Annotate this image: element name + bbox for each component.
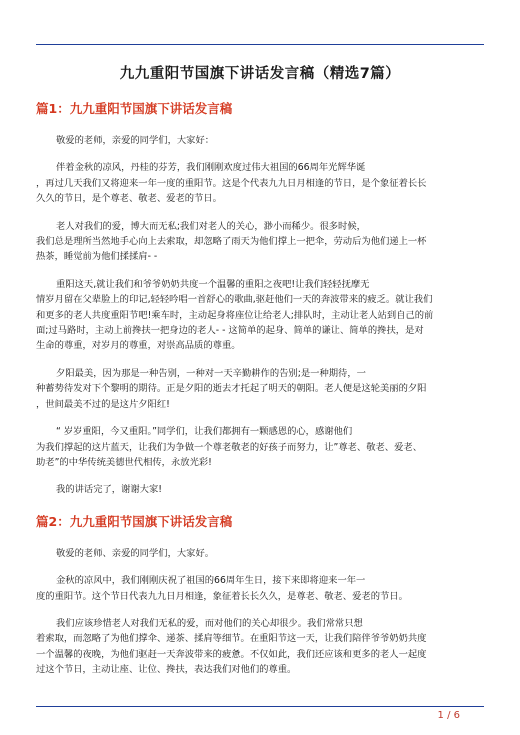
- paragraph: [36, 573, 484, 604]
- document-body: [36, 62, 484, 690]
- paragraph-line: ，再过几天我们又将迎来一年一度的重阳节。这是个代表九九日月相逢的节日，是个象征着长长: [36, 177, 427, 189]
- paragraph-line: 敬爱的老师、亲爱的同学们，大家好。: [56, 547, 215, 559]
- paragraph-line: 过这个节日，主动让座、让位、搀扶，表达我们对他们的尊重。: [36, 664, 297, 676]
- paragraph-line: 助老”的中华传统美德世代相传，永放光彩!: [36, 456, 212, 468]
- paragraph-line: 我的讲话完了，谢谢大家!: [56, 484, 162, 496]
- section-heading: 篇2：九九重阳节国旗下讲话发言稿: [36, 513, 233, 529]
- paragraph-line: 夕阳最美，因为那是一种告别，一种对一天辛勤耕作的告别;是一种期待，一: [56, 367, 366, 379]
- paragraph: [36, 482, 484, 497]
- paragraph: [36, 160, 484, 206]
- paragraph-line: 我们总是理所当然地手心向上去索取，却忽略了雨天为他们撑上一把伞，劳动后为他们递上一杯: [36, 236, 427, 248]
- paragraph: [36, 424, 484, 470]
- page-number: 1 / 6: [437, 710, 460, 721]
- paragraph-line: 久久的节日，是个尊老、敬老、爱老的节日。: [36, 193, 222, 205]
- paragraph-line: 着索取，而忽略了为他们撑伞、递茶、揉肩等细节。在重阳节这一天，让我们陪伴爷爷奶奶共度: [36, 633, 427, 645]
- paragraph-line: 我们应该珍惜老人对我们无私的爱，而对他们的关心却很少。我们常常只想: [56, 617, 363, 629]
- paragraph-line: 重阳这天,就让我们和爷爷奶奶共度一个温馨的重阳之夜吧!让我们轻轻抚摩无: [56, 278, 370, 290]
- paragraph-line: 敬爱的老师，亲爱的同学们，大家好：: [56, 135, 215, 146]
- paragraph: [36, 366, 484, 412]
- paragraph: [36, 546, 484, 561]
- section-heading: 篇1：九九重阳节国旗下讲话发言稿: [36, 101, 233, 116]
- paragraph: [36, 219, 484, 265]
- paragraph-line: ，世间最美不过的是这片夕阳红!: [36, 398, 170, 410]
- paragraph-line: 面;过马路时，主动上前搀扶一把身边的老人- - 这简单的起身、简单的谦让、简单的搀扶，是对: [36, 325, 424, 337]
- sections-container: [36, 99, 484, 678]
- paragraph-line: 情岁月留在父辈脸上的印记,轻轻吟唱一首舒心的歌曲,驱赶他们一天的奔波带来的疲乏。就让我们: [36, 294, 433, 306]
- paragraph: [36, 277, 484, 354]
- paragraph-line: 热茶，睡觉前为他们揉揉肩- -: [36, 251, 158, 263]
- footer-rule: [36, 706, 484, 707]
- header-rule: [36, 44, 484, 45]
- paragraph: [36, 133, 484, 148]
- paragraph-line: 伴着金秋的凉风，丹桂的芬芳，我们刚刚欢度过伟大祖国的66周年光辉华诞: [56, 162, 366, 174]
- paragraph: [36, 616, 484, 678]
- paragraph-line: 老人对我们的爱，博大而无私;我们对老人的关心，渺小而稀少。很多时候，: [56, 220, 366, 232]
- paragraph-line: 种蓄势待发对下个黎明的期待。正是夕阳的逝去才托起了明天的朝阳。老人便是这轮美丽的夕阳: [36, 383, 427, 395]
- paragraph-line: “ 岁岁重阳，今又重阳。”同学们，让我们都拥有一颗感恩的心，感谢他们: [56, 426, 353, 438]
- paragraph-line: 生命的尊重，对岁月的尊重，对崇高品质的尊重。: [36, 340, 241, 352]
- document-title: 九九重阳节国旗下讲话发言稿（精选7篇）: [119, 66, 401, 82]
- paragraph-line: 和更多的老人共度重阳节吧!乘车时，主动起身将座位让给老人;排队时，主动让老人站到自己的前: [36, 309, 434, 321]
- paragraph-line: 为我们撑起的这片蓝天，让我们为争做一个尊老敬老的好孩子而努力，让”尊老、敬老、爱老、: [36, 441, 422, 453]
- paragraph-line: 金秋的凉风中，我们刚刚庆祝了祖国的66周年生日，接下来即将迎来一年一: [56, 575, 366, 587]
- paragraph-line: 一个温馨的夜晚，为他们驱赶一天奔波带来的疲惫。不仅如此，我们还应该和更多的老人一起度: [36, 648, 427, 660]
- paragraph-line: 度的重阳节。这个节日代表九九日月相逢，象征着长长久久，是尊老、敬老、爱老的节日。: [36, 590, 408, 602]
